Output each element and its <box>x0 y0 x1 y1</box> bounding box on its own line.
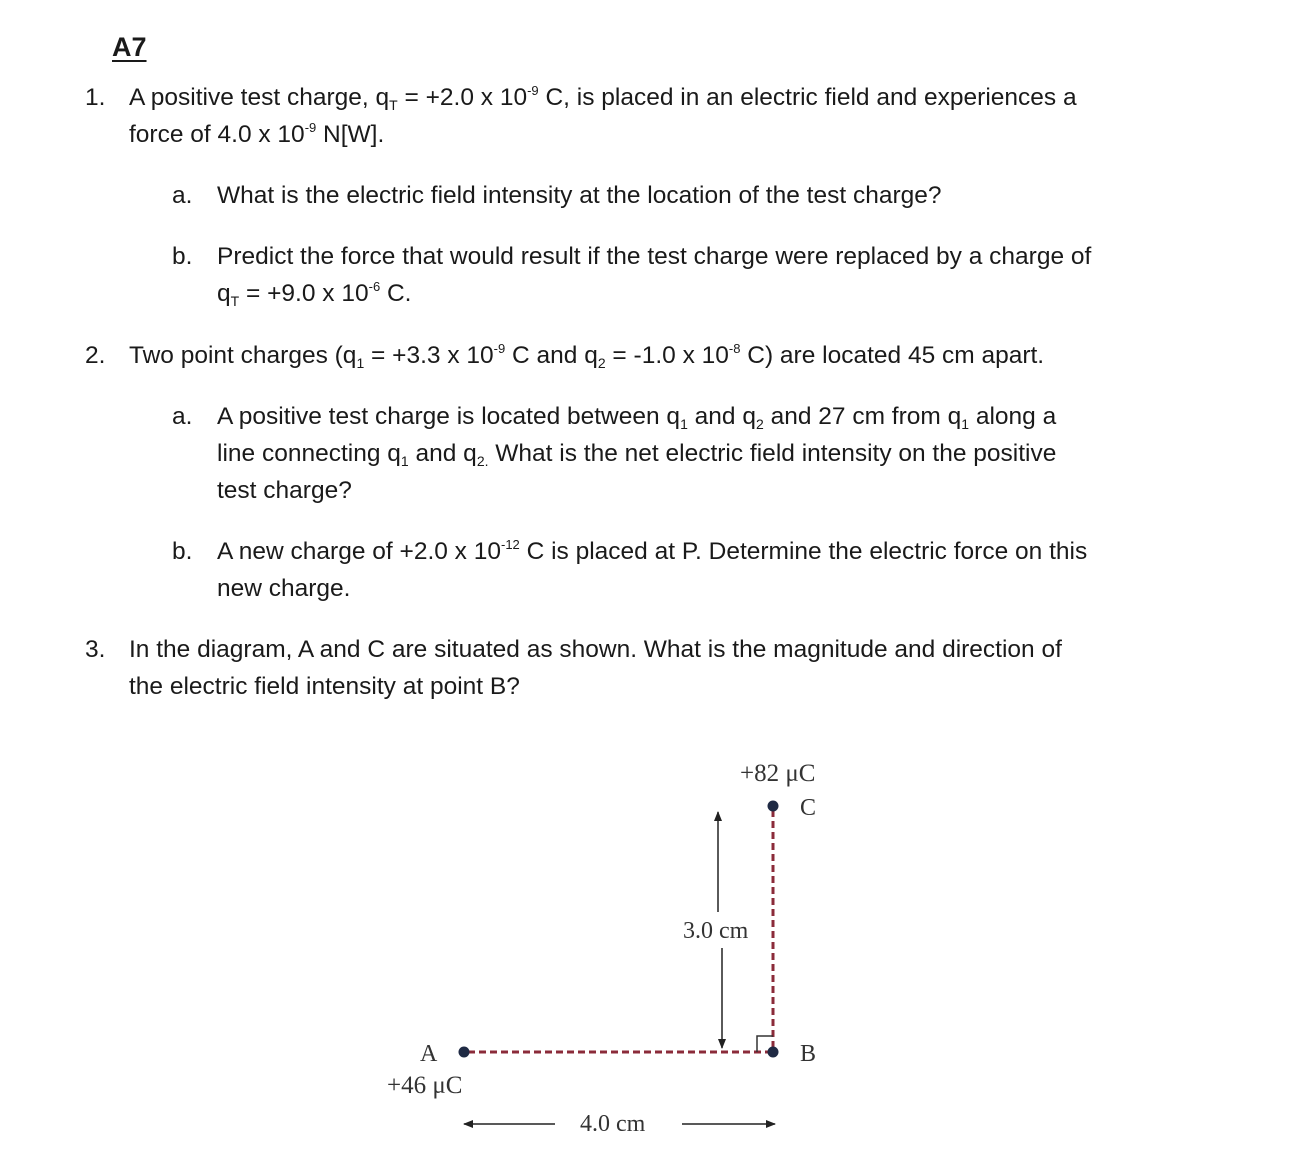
vertical-distance-label: 3.0 cm <box>683 918 749 944</box>
question-3-number: 3. <box>85 636 106 663</box>
question-2a-line-1: A positive test charge is located between $q_1$ and $q_2$ and 27 cm from $q_1$ along a <box>217 403 1057 432</box>
question-2b-line-2: new charge. <box>217 575 351 602</box>
question-2a-line-2: line connecting $q_1$ and $q_{2.}$ What is the net electric field intensity on the positive <box>217 440 1057 469</box>
charge-a-dot <box>459 1047 470 1058</box>
question-1a-text: What is the electric field intensity at the location of the test charge? <box>217 182 942 209</box>
question-3-line-2: the electric field intensity at point B? <box>129 673 520 700</box>
question-1-line-1: A positive test charge, $q_T = +2.0$ x $10^{-9}$ C, is placed in an electric field and experiences a <box>129 83 1077 113</box>
page-title: A7 <box>112 32 147 62</box>
label-c: C <box>800 795 817 821</box>
question-1b-line-2: $q_T = +9.0$ x $10^{-6}$ C. <box>217 279 412 309</box>
label-a: A <box>420 1041 438 1067</box>
question-2-line-1: Two point charges ($q_1 = +3.3$ x $10^{-9}$ C and $q_2 = -1.0$ x $10^{-8}$ C) are located 45 cm apart. <box>129 341 1045 371</box>
question-2-number: 2. <box>85 342 106 369</box>
question-1b-line-1: Predict the force that would result if the test charge were replaced by a charge of <box>217 243 1092 270</box>
question-2a-letter: a. <box>172 403 193 430</box>
label-b: B <box>800 1041 817 1067</box>
point-b-dot <box>768 1047 779 1058</box>
charge-a-value: +46 μC <box>387 1072 463 1099</box>
horizontal-distance-label: 4.0 cm <box>580 1111 646 1137</box>
question-1b-letter: b. <box>172 243 193 270</box>
charge-diagram <box>0 700 1295 1167</box>
question-3-line-1: In the diagram, A and C are situated as shown. What is the magnitude and direction of <box>129 636 1062 663</box>
question-1-number: 1. <box>85 84 106 111</box>
question-2b-line-1: A new charge of +2.0 x $10^{-12}$ C is placed at P. Determine the electric force on this <box>217 537 1088 565</box>
question-1a-letter: a. <box>172 182 193 209</box>
charge-c-value: +82 μC <box>740 760 816 787</box>
question-1-line-2: force of 4.0 x $10^{-9}$ N[W]. <box>129 120 385 148</box>
question-2b-letter: b. <box>172 538 193 565</box>
question-2a-line-3: test charge? <box>217 477 352 504</box>
charge-c-dot <box>768 801 779 812</box>
